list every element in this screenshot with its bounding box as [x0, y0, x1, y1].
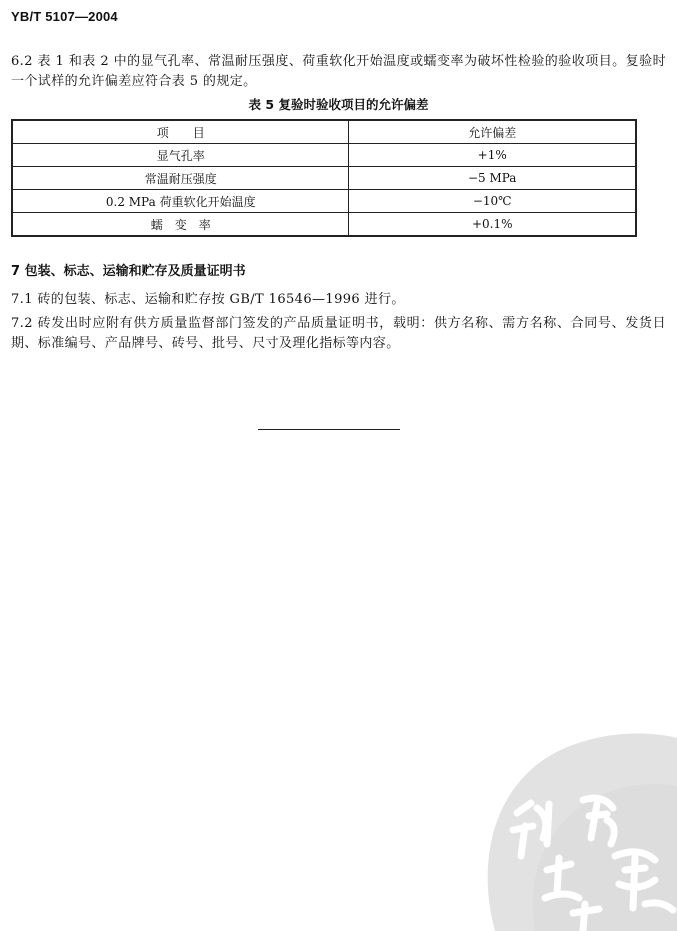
section-7-heading: 7 包装、标志、运输和贮存及质量证明书: [11, 264, 246, 279]
table-caption: 表 5 复验时验收项目的允许偏差: [248, 97, 429, 112]
table-row: [12, 167, 636, 190]
section-6-2-paragraph: 6.2 表 1 和表 2 中的显气孔率、常温耐压强度、荷重软化开始温度或蠕变率为破坏性检验的验收项目。复验时一个试样的允许偏差应符合表 5 的规定。: [11, 54, 666, 89]
column-header-tolerance: 允许偏差: [349, 120, 636, 144]
end-of-document-rule: [258, 429, 400, 430]
column-header-item: 项 目: [12, 120, 349, 144]
table-row: [12, 190, 636, 213]
row-tolerance: −5 MPa: [349, 167, 636, 190]
row-item: 0.2 MPa 荷重软化开始温度: [12, 190, 349, 213]
row-tolerance: +1%: [349, 144, 636, 167]
row-tolerance: −10℃: [349, 190, 636, 213]
section-7-2-paragraph: 7.2 砖发出时应附有供方质量监督部门签发的产品质量证明书，载明：供方名称、需方名称、合同号、发货日期、标准编号、产品牌号、砖号、批号、尺寸及理化指标等内容。: [11, 316, 666, 351]
table-row: [12, 213, 636, 237]
row-item: 蠕 变 率: [12, 213, 349, 237]
row-item: 常温耐压强度: [12, 167, 349, 190]
table-row: [12, 144, 636, 167]
row-tolerance: +0.1%: [349, 213, 636, 237]
table-header-row: [12, 120, 636, 144]
standard-code: YB/T 5107—2004: [11, 9, 118, 24]
tolerance-table: [11, 119, 637, 237]
section-7-1-paragraph: 7.1 砖的包装、标志、运输和贮存按 GB/T 16546—1996 进行。: [11, 292, 405, 307]
seal-stamp-icon: [455, 708, 677, 931]
row-item: 显气孔率: [12, 144, 349, 167]
